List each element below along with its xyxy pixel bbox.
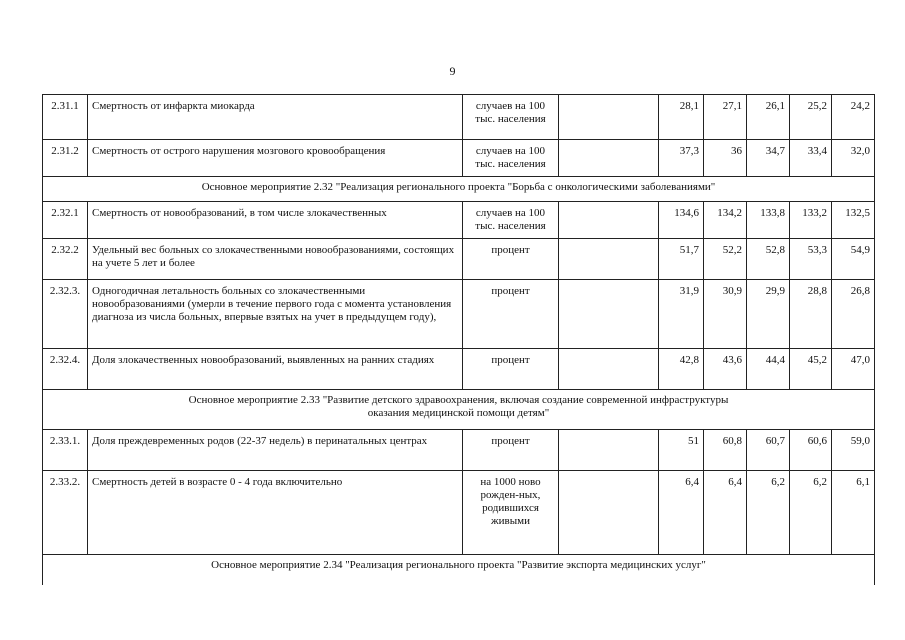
unit-cell: процент	[463, 430, 559, 471]
value-cell: 60,8	[704, 430, 747, 471]
value-cell: 59,0	[832, 430, 875, 471]
value-cell: 52,8	[747, 239, 790, 280]
table-row	[43, 140, 875, 177]
empty-cell	[559, 202, 659, 239]
value-cell: 51	[659, 430, 704, 471]
unit-cell: случаев на 100 тыс. населения	[463, 202, 559, 239]
row-number: 2.31.2	[43, 140, 88, 177]
value-cell: 133,8	[747, 202, 790, 239]
value-cell: 45,2	[790, 349, 832, 390]
value-cell: 27,1	[704, 95, 747, 140]
table-row	[43, 349, 875, 390]
indicator-name: Доля преждевременных родов (22-37 недель) в перинатальных центрах	[88, 430, 463, 471]
unit-cell-wrap	[463, 471, 559, 555]
indicator-name: Смертность от новообразований, в том числе злокачественных	[88, 202, 463, 239]
indicator-name: Смертность от острого нарушения мозгового кровообращения	[88, 140, 463, 177]
section-row	[43, 555, 875, 585]
indicator-name: Доля злокачественных новообразований, выявленных на ранних стадиях	[88, 349, 463, 390]
page-number: 9	[449, 64, 456, 78]
value-cell: 51,7	[659, 239, 704, 280]
row-number: 2.33.2.	[43, 471, 88, 555]
unit-cell: процент	[463, 280, 559, 349]
table-row	[43, 280, 875, 349]
value-cell: 52,2	[704, 239, 747, 280]
row-number: 2.32.3.	[43, 280, 88, 349]
empty-cell	[559, 95, 659, 140]
section-title: Основное мероприятие 2.33 "Развитие детского здравоохранения, включая создание современной инфраструктуры оказания медицинской помощи детям"	[188, 394, 729, 419]
unit-cell: процент	[463, 349, 559, 390]
value-cell: 134,2	[704, 202, 747, 239]
section-title: Основное мероприятие 2.34 "Реализация регионального проекта "Развитие экспорта медицинских услуг"	[43, 555, 875, 585]
empty-cell	[559, 239, 659, 280]
table-row	[43, 95, 875, 140]
indicator-name: Удельный вес больных со злокачественными новообразованиями, состоящих на учете 5 лет и более	[88, 239, 463, 280]
row-number: 2.33.1.	[43, 430, 88, 471]
value-cell: 54,9	[832, 239, 875, 280]
indicator-name: Смертность детей в возрасте 0 - 4 года включительно	[88, 471, 463, 555]
value-cell: 134,6	[659, 202, 704, 239]
value-cell: 6,4	[659, 471, 704, 555]
value-cell: 30,9	[704, 280, 747, 349]
indicators-table	[42, 94, 875, 585]
value-cell: 6,2	[747, 471, 790, 555]
indicator-name: Одногодичная летальность больных со злокачественными новообразованиями (умерли в течение первого года с момента установления диагноза из числа больных, впервые взятых на учет в предыдущем году),	[88, 280, 463, 349]
empty-cell	[559, 471, 659, 555]
section-title-cell	[43, 390, 875, 430]
section-row	[43, 390, 875, 430]
value-cell: 53,3	[790, 239, 832, 280]
row-number: 2.31.1	[43, 95, 88, 140]
value-cell: 29,9	[747, 280, 790, 349]
value-cell: 31,9	[659, 280, 704, 349]
unit-cell: случаев на 100 тыс. населения	[463, 140, 559, 177]
value-cell: 36	[704, 140, 747, 177]
value-cell: 6,1	[832, 471, 875, 555]
value-cell: 44,4	[747, 349, 790, 390]
empty-cell	[559, 140, 659, 177]
unit-cell: процент	[463, 239, 559, 280]
table-row	[43, 430, 875, 471]
indicator-name: Смертность от инфаркта миокарда	[88, 95, 463, 140]
value-cell: 24,2	[832, 95, 875, 140]
value-cell: 132,5	[832, 202, 875, 239]
value-cell: 32,0	[832, 140, 875, 177]
value-cell: 28,8	[790, 280, 832, 349]
value-cell: 28,1	[659, 95, 704, 140]
table-row	[43, 471, 875, 555]
value-cell: 42,8	[659, 349, 704, 390]
row-number: 2.32.1	[43, 202, 88, 239]
row-number: 2.32.4.	[43, 349, 88, 390]
empty-cell	[559, 430, 659, 471]
unit-cell: на 1000 новорожден-ных, родившихся живыми	[480, 476, 541, 527]
value-cell: 6,4	[704, 471, 747, 555]
value-cell: 60,6	[790, 430, 832, 471]
value-cell: 34,7	[747, 140, 790, 177]
section-title: Основное мероприятие 2.32 "Реализация регионального проекта "Борьба с онкологическими заболеваниями"	[43, 177, 875, 202]
empty-cell	[559, 349, 659, 390]
unit-cell: случаев на 100 тыс. населения	[463, 95, 559, 140]
value-cell: 25,2	[790, 95, 832, 140]
value-cell: 26,8	[832, 280, 875, 349]
value-cell: 133,2	[790, 202, 832, 239]
value-cell: 37,3	[659, 140, 704, 177]
value-cell: 47,0	[832, 349, 875, 390]
value-cell: 33,4	[790, 140, 832, 177]
value-cell: 43,6	[704, 349, 747, 390]
value-cell: 26,1	[747, 95, 790, 140]
empty-cell	[559, 280, 659, 349]
row-number: 2.32.2	[43, 239, 88, 280]
value-cell: 60,7	[747, 430, 790, 471]
table-row	[43, 202, 875, 239]
value-cell: 6,2	[790, 471, 832, 555]
section-row	[43, 177, 875, 202]
table-row	[43, 239, 875, 280]
